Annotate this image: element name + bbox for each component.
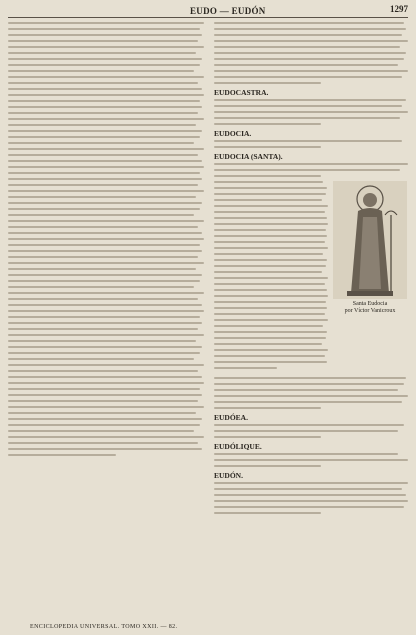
text-line-placeholder <box>214 313 325 315</box>
text-line-placeholder <box>214 58 404 60</box>
figure-caption-credit: por Víctor Vanicroux <box>344 308 396 314</box>
text-line-placeholder <box>214 301 326 303</box>
text-line-placeholder <box>214 235 327 237</box>
text-line-placeholder <box>8 208 200 210</box>
text-line-placeholder <box>214 349 328 351</box>
text-line-placeholder <box>8 292 204 294</box>
text-line-placeholder <box>8 172 200 174</box>
text-line-placeholder <box>214 453 398 455</box>
text-line-placeholder <box>8 310 204 312</box>
text-line-placeholder <box>8 388 200 390</box>
text-line-placeholder <box>214 265 326 267</box>
entry-headword-eudolique: EUDÓLIQUE. <box>214 442 262 451</box>
text-line-placeholder <box>8 130 202 132</box>
text-line-placeholder <box>214 82 321 84</box>
text-line-placeholder <box>214 146 321 148</box>
text-line-placeholder <box>214 253 323 255</box>
text-line-placeholder <box>214 199 322 201</box>
text-line-placeholder <box>8 376 202 378</box>
text-line-placeholder <box>8 184 198 186</box>
text-block <box>214 22 408 84</box>
text-line-placeholder <box>8 220 204 222</box>
text-line-placeholder <box>8 286 194 288</box>
text-line-placeholder <box>8 454 116 456</box>
text-line-placeholder <box>8 190 204 192</box>
text-line-placeholder <box>8 118 204 120</box>
text-line-placeholder <box>214 319 328 321</box>
text-line-placeholder <box>8 142 194 144</box>
text-line-placeholder <box>214 259 327 261</box>
text-line-placeholder <box>8 298 198 300</box>
entry-headword-eudon: EUDÓN. <box>214 471 243 480</box>
text-line-placeholder <box>214 70 408 72</box>
text-line-placeholder <box>8 406 204 408</box>
text-line-placeholder <box>214 436 321 438</box>
text-line-placeholder <box>8 106 202 108</box>
text-line-placeholder <box>8 214 194 216</box>
text-line-placeholder <box>214 395 408 397</box>
text-line-placeholder <box>214 401 402 403</box>
text-line-placeholder <box>214 277 328 279</box>
text-line-placeholder <box>8 346 202 348</box>
text-line-placeholder <box>8 94 204 96</box>
text-line-placeholder <box>8 58 202 60</box>
text-line-placeholder <box>8 82 198 84</box>
text-line-placeholder <box>214 76 402 78</box>
text-line-placeholder <box>8 232 202 234</box>
text-line-placeholder <box>8 424 200 426</box>
text-line-placeholder <box>8 178 202 180</box>
text-line-placeholder <box>8 442 198 444</box>
text-line-placeholder <box>214 140 402 142</box>
text-line-placeholder <box>8 136 200 138</box>
text-line-placeholder <box>8 226 198 228</box>
text-block <box>214 140 408 148</box>
text-line-placeholder <box>214 482 408 484</box>
figure-row <box>214 181 408 373</box>
text-line-placeholder <box>214 361 327 363</box>
text-line-placeholder <box>214 111 408 113</box>
text-line-placeholder <box>8 268 196 270</box>
text-line-placeholder <box>214 163 408 165</box>
text-line-placeholder <box>214 465 321 467</box>
running-head: EUDO — EUDÓN <box>190 6 266 16</box>
text-line-placeholder <box>8 430 194 432</box>
text-line-placeholder <box>214 325 323 327</box>
text-line-placeholder <box>214 34 402 36</box>
page-footer: ENCICLOPEDIA UNIVERSAL. TOMO XXII. — 82. <box>30 624 178 630</box>
text-line-placeholder <box>214 512 321 514</box>
header-rule <box>8 17 408 18</box>
text-line-placeholder <box>8 334 204 336</box>
text-line-placeholder <box>8 64 200 66</box>
text-line-placeholder <box>8 154 198 156</box>
text-line-placeholder <box>214 367 277 369</box>
text-line-placeholder <box>8 46 204 48</box>
left-column <box>8 22 204 460</box>
text-line-placeholder <box>8 364 204 366</box>
text-line-placeholder <box>8 304 202 306</box>
text-line-placeholder <box>8 70 194 72</box>
text-line-placeholder <box>8 256 198 258</box>
text-line-placeholder <box>214 383 404 385</box>
text-line-placeholder <box>214 307 327 309</box>
text-block <box>214 482 408 514</box>
text-line-placeholder <box>214 283 325 285</box>
text-line-placeholder <box>214 99 406 101</box>
text-line-placeholder <box>8 400 198 402</box>
text-line-placeholder <box>8 412 196 414</box>
text-block <box>214 181 328 373</box>
text-line-placeholder <box>214 211 325 213</box>
text-line-placeholder <box>214 241 325 243</box>
text-line-placeholder <box>214 377 406 379</box>
text-line-placeholder <box>214 169 400 171</box>
text-line-placeholder <box>214 22 404 24</box>
text-block <box>214 377 408 409</box>
text-line-placeholder <box>8 166 204 168</box>
entry-headword-eudocastra: EUDOCASTRA. <box>214 88 269 97</box>
text-line-placeholder <box>8 28 200 30</box>
text-line-placeholder <box>214 295 328 297</box>
text-line-placeholder <box>8 274 202 276</box>
text-line-placeholder <box>214 355 325 357</box>
text-line-placeholder <box>214 506 404 508</box>
text-line-placeholder <box>8 316 200 318</box>
text-line-placeholder <box>214 459 408 461</box>
text-line-placeholder <box>8 436 204 438</box>
text-line-placeholder <box>8 88 202 90</box>
text-line-placeholder <box>214 494 406 496</box>
text-line-placeholder <box>8 238 204 240</box>
text-line-placeholder <box>8 418 202 420</box>
text-line-placeholder <box>8 280 200 282</box>
text-line-placeholder <box>214 193 326 195</box>
text-line-placeholder <box>214 500 408 502</box>
text-line-placeholder <box>8 160 202 162</box>
text-line-placeholder <box>8 262 204 264</box>
text-block <box>214 453 408 467</box>
text-line-placeholder <box>8 394 202 396</box>
text-line-placeholder <box>214 331 327 333</box>
text-line-placeholder <box>214 181 323 183</box>
text-line-placeholder <box>8 22 204 24</box>
text-line-placeholder <box>214 52 406 54</box>
text-line-placeholder <box>214 64 398 66</box>
text-line-placeholder <box>214 229 326 231</box>
text-line-placeholder <box>214 223 328 225</box>
text-line-placeholder <box>8 112 198 114</box>
text-line-placeholder <box>8 322 202 324</box>
entry-headword-eudoea: EUDÓEA. <box>214 413 248 422</box>
text-line-placeholder <box>8 196 196 198</box>
text-line-placeholder <box>8 340 196 342</box>
figure <box>332 181 408 373</box>
entry-headword-eudocia: EUDOCIA. <box>214 129 252 138</box>
text-line-placeholder <box>214 46 400 48</box>
text-line-placeholder <box>214 271 322 273</box>
text-line-placeholder <box>214 40 408 42</box>
saint-illustration <box>333 181 407 299</box>
text-line-placeholder <box>8 370 198 372</box>
text-line-placeholder <box>214 187 327 189</box>
text-line-placeholder <box>8 124 196 126</box>
text-line-placeholder <box>8 52 196 54</box>
text-block <box>214 424 408 438</box>
text-line-placeholder <box>214 389 398 391</box>
figure-caption-title: Santa Eudocia <box>352 301 388 307</box>
text-line-placeholder <box>8 352 200 354</box>
text-line-placeholder <box>8 358 194 360</box>
text-line-placeholder <box>214 343 322 345</box>
text-line-placeholder <box>214 247 328 249</box>
text-line-placeholder <box>214 430 398 432</box>
text-line-placeholder <box>214 424 404 426</box>
text-line-placeholder <box>214 205 328 207</box>
text-line-placeholder <box>8 328 198 330</box>
text-line-placeholder <box>8 40 198 42</box>
text-line-placeholder <box>8 148 204 150</box>
text-line-placeholder <box>214 117 400 119</box>
text-line-placeholder <box>214 105 402 107</box>
figure-caption <box>345 301 396 315</box>
text-line-placeholder <box>8 250 202 252</box>
text-line-placeholder <box>8 382 204 384</box>
text-line-placeholder <box>214 28 406 30</box>
text-line-placeholder <box>8 76 204 78</box>
text-line-placeholder <box>8 202 202 204</box>
text-line-placeholder <box>214 217 327 219</box>
text-block <box>214 99 408 125</box>
page-number: 1297 <box>390 4 408 14</box>
entry-headword-eudocia-santa: EUDOCIA (SANTA). <box>214 152 283 161</box>
text-line-placeholder <box>8 100 200 102</box>
text-line-placeholder <box>214 337 326 339</box>
text-line-placeholder <box>8 34 202 36</box>
text-line-placeholder <box>8 448 202 450</box>
right-column <box>214 22 408 518</box>
text-line-placeholder <box>214 175 321 177</box>
text-line-placeholder <box>214 123 321 125</box>
text-line-placeholder <box>214 289 327 291</box>
text-line-placeholder <box>214 488 402 490</box>
text-line-placeholder <box>8 244 200 246</box>
text-line-placeholder <box>214 407 321 409</box>
text-block <box>214 163 408 177</box>
